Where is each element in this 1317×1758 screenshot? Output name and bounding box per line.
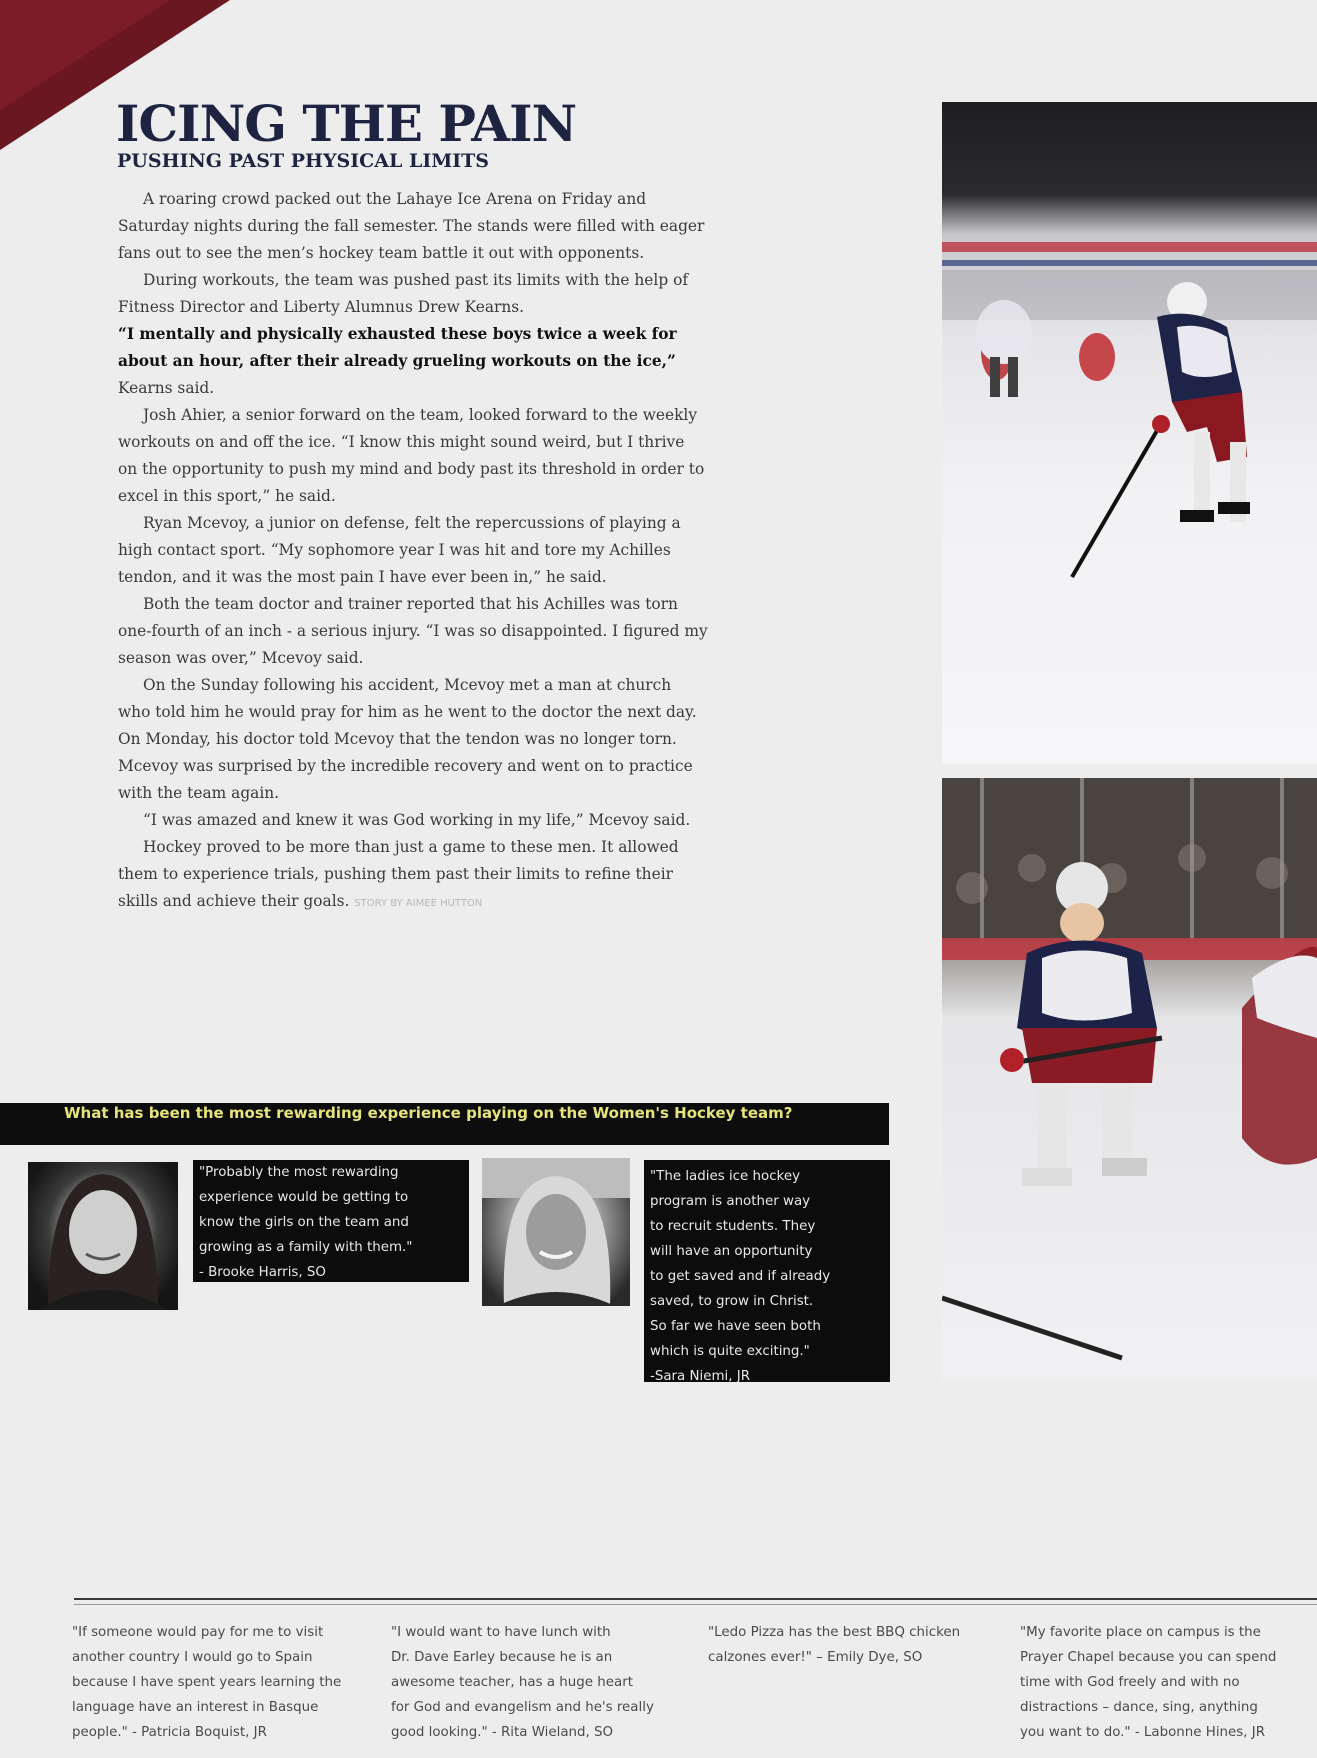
story-paragraph: A roaring crowd packed out the Lahaye Ice Arena on Friday and Saturday nights during the fall semester. The stands were filled with eager fans out to see the men’s hockey team battle it out with opponents. xyxy=(118,190,705,262)
story-body xyxy=(118,186,708,917)
footer-quote-line: Prayer Chapel because you can spend xyxy=(1020,1650,1277,1665)
quote-line: to get saved and if already xyxy=(650,1269,831,1284)
story-closing: Hockey proved to be more than just a game to these men. It allowed them to experience trials, pushing them past their limits to refine their skills and achieve their goals. xyxy=(118,838,679,910)
footer-quote-rita-wieland xyxy=(391,1620,681,1745)
footer-quote-line: because I have spent years learning the xyxy=(72,1675,342,1690)
footer-quote-line: for God and evangelism and he's really xyxy=(391,1700,654,1715)
hockey-photo-bottom xyxy=(942,778,1317,1380)
footer-quote-line: another country I would go to Spain xyxy=(72,1650,313,1665)
footer-quote-patricia-boquist xyxy=(72,1620,372,1745)
hockey-photo-top-art xyxy=(942,102,1317,764)
footer-quote-line: good looking." - Rita Wieland, SO xyxy=(391,1725,614,1740)
footer-quote-line: "My favorite place on campus is the xyxy=(1020,1625,1261,1640)
story-paragraph xyxy=(118,321,708,402)
quote-line: "Probably the most rewarding xyxy=(199,1165,399,1180)
quote-line: "The ladies ice hockey xyxy=(650,1169,800,1184)
footer-quote-line: "If someone would pay for me to visit xyxy=(72,1625,324,1640)
quote-attribution: -Sara Niemi, JR xyxy=(650,1369,751,1384)
footer-quote-line: people." - Patricia Boquist, JR xyxy=(72,1725,267,1740)
portrait-icon xyxy=(28,1162,178,1310)
footer-quote-line: "Ledo Pizza has the best BBQ chicken xyxy=(708,1625,961,1640)
quote-line: will have an opportunity xyxy=(650,1244,813,1259)
hockey-photo-top xyxy=(942,102,1317,764)
quote-line: which is quite exciting." xyxy=(650,1344,810,1359)
footer-quote-line: awesome teacher, has a huge heart xyxy=(391,1675,633,1690)
story-paragraph: On the Sunday following his accident, Mcevoy met a man at church who told him he would pray for him as he went to the doctor the next day. On Monday, his doctor told Mcevoy that the tendon was no longer torn. Mcevoy was surprised by the incredible recovery and went on to practice with the team again. xyxy=(118,676,697,802)
byline: STORY BY AIMEE HUTTON xyxy=(354,898,483,909)
quote-attribution: - Brooke Harris, SO xyxy=(199,1265,326,1280)
quote-line: So far we have seen both xyxy=(650,1319,821,1334)
page-subtitle: PUSHING PAST PHYSICAL LIMITS xyxy=(117,150,490,172)
footer-quote-line: language have an interest in Basque xyxy=(72,1700,319,1715)
footer-divider-thin xyxy=(74,1604,1317,1605)
quote-line: know the girls on the team and xyxy=(199,1215,409,1230)
story-paragraph: Both the team doctor and trainer reported that his Achilles was torn one-fourth of an inch - a serious injury. “I was so disappointed. I figured my season was over,” Mcevoy said. xyxy=(118,595,708,667)
footer-quote-line: Dr. Dave Earley because he is an xyxy=(391,1650,613,1665)
quote-line: growing as a family with them." xyxy=(199,1240,413,1255)
footer-quote-line: calzones ever!" – Emily Dye, SO xyxy=(708,1650,923,1665)
story-paragraph: Josh Ahier, a senior forward on the team, looked forward to the weekly workouts on and off the ice. “I know this might sound weird, but I thrive on the opportunity to push my mind and body past its threshold in order to excel in this sport,” he said. xyxy=(118,406,705,505)
headshot-brooke-harris xyxy=(28,1162,178,1310)
portrait-icon xyxy=(482,1158,630,1306)
page-title: ICING THE PAIN xyxy=(116,94,577,153)
quote-box-sara-niemi xyxy=(644,1160,890,1382)
story-paragraph xyxy=(118,834,708,917)
footer-quote-line: distractions – dance, sing, anything xyxy=(1020,1700,1258,1715)
quote-line: to recruit students. They xyxy=(650,1219,816,1234)
footer-quote-line: time with God freely and with no xyxy=(1020,1675,1240,1690)
question-text: What has been the most rewarding experience playing on the Women's Hockey team? xyxy=(64,1104,793,1122)
story-paragraph: During workouts, the team was pushed past its limits with the help of Fitness Director and Liberty Alumnus Drew Kearns. xyxy=(118,271,689,316)
footer-quote-line: you want to do." - Labonne Hines, JR xyxy=(1020,1725,1266,1740)
hockey-photo-bottom-art xyxy=(942,778,1317,1380)
pull-quote-attribution: Kearns said. xyxy=(118,379,215,397)
footer-quote-emily-dye xyxy=(708,1620,988,1670)
quote-line: experience would be getting to xyxy=(199,1190,409,1205)
pull-quote: “I mentally and physically exhausted these boys twice a week for about an hour, after their already grueling workouts on the ice,” xyxy=(118,325,677,370)
footer-quote-line: "I would want to have lunch with xyxy=(391,1625,611,1640)
footer-quote-labonne-hines xyxy=(1020,1620,1317,1745)
story-paragraph: “I was amazed and knew it was God working in my life,” Mcevoy said. xyxy=(143,811,691,829)
footer-divider xyxy=(74,1598,1317,1600)
quote-line: saved, to grow in Christ. xyxy=(650,1294,814,1309)
story-paragraph: Ryan Mcevoy, a junior on defense, felt the repercussions of playing a high contact sport. “My sophomore year I was hit and tore my Achilles tendon, and it was the most pain I have ever been in,” he said. xyxy=(118,514,681,586)
quote-line: program is another way xyxy=(650,1194,811,1209)
headshot-sara-niemi xyxy=(482,1158,630,1306)
quote-box-brooke-harris xyxy=(193,1160,469,1282)
